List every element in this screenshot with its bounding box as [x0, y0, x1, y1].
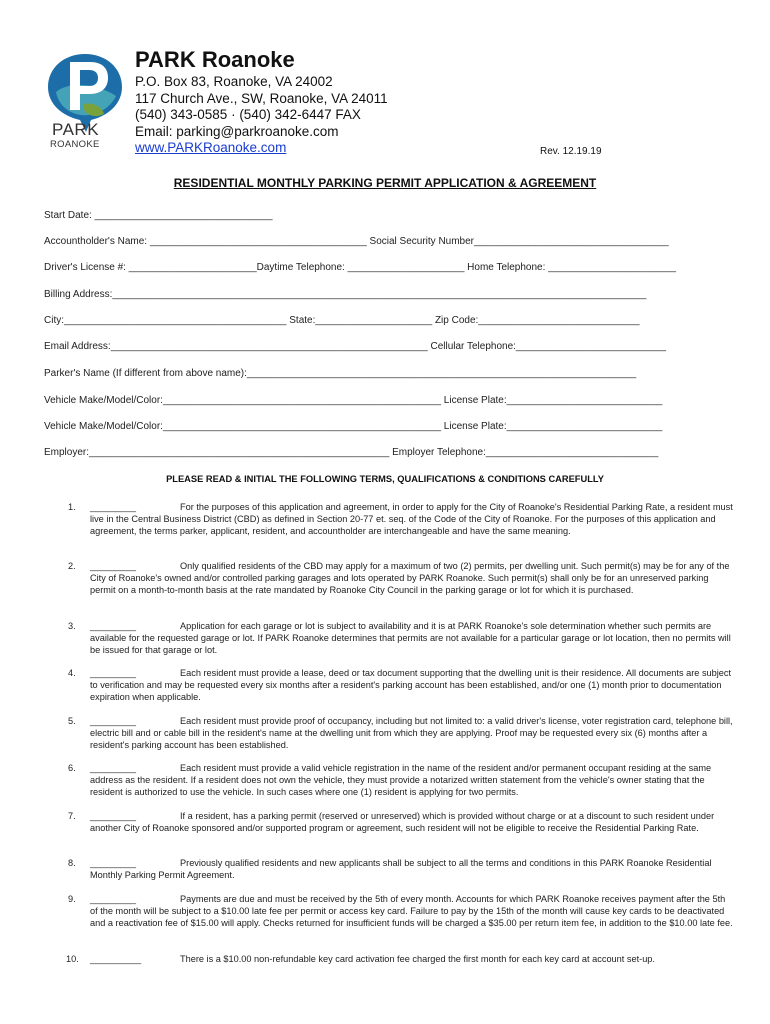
accountholder-name-field[interactable]: Accountholder's Name: _______________________________________ Social Security Number___________________________________ — [44, 236, 669, 247]
term-item — [44, 762, 734, 798]
term-text: Each resident must provide a lease, deed or tax document supporting that the dwelling unit is their residence. All documents are subject to verification and may be requested every six months after a resident's parking account has been established, and/or one (1) month prior to documentation expiration when applicable. — [90, 668, 732, 702]
term-number: 2. — [68, 561, 76, 571]
city-state-zip-field[interactable]: City:________________________________________ State:_____________________ Zip Code:_____________________________ — [44, 315, 640, 326]
term-item — [44, 560, 734, 596]
logo-text-park: PARK — [52, 120, 100, 139]
initial-blank[interactable]: _________ — [90, 561, 136, 571]
parker-name-field[interactable]: Parker's Name (If different from above name):______________________________________________________________________ — [44, 368, 637, 379]
term-item — [44, 953, 734, 965]
term-item — [44, 620, 734, 656]
term-item — [44, 715, 734, 751]
org-name: PARK Roanoke — [135, 47, 295, 72]
initial-blank[interactable]: _________ — [90, 858, 136, 868]
phone-fax-line: (540) 343-0585 · (540) 342-6447 FAX — [135, 107, 361, 122]
email-cellular-field[interactable]: Email Address:_________________________________________________________ Cellular Telephone:___________________________ — [44, 341, 667, 352]
billing-address-field[interactable]: Billing Address:________________________________________________________________________________________________ — [44, 289, 647, 300]
term-item — [44, 501, 734, 537]
initial-blank[interactable]: _________ — [90, 502, 136, 512]
initial-blank[interactable]: _________ — [90, 621, 136, 631]
term-text: Each resident must provide proof of occupancy, including but not limited to: a valid driver's license, voter registration card, telephone bill, electric bill and or cable bill in the resident's name at the dwelling unit from which they are applying. Proof may be requested every six (6) months after a resident's parking account has been established. — [90, 716, 733, 750]
term-number: 6. — [68, 763, 76, 773]
website-link[interactable]: www.PARKRoanoke.com — [135, 140, 287, 155]
term-text: Previously qualified residents and new applicants shall be subject to all the terms and conditions in this PARK Roanoke Residential Monthly Parking Permit Agreement. — [90, 858, 712, 880]
term-number: 3. — [68, 621, 76, 631]
document-title: RESIDENTIAL MONTHLY PARKING PERMIT APPLICATION & AGREEMENT — [173, 176, 597, 190]
address-line-1: P.O. Box 83, Roanoke, VA 24002 — [135, 74, 333, 89]
term-item — [44, 810, 734, 834]
term-text: Each resident must provide a valid vehicle registration in the name of the resident and/or permanent occupant residing at the same address as the resident. If a resident does not own the vehicle, they must provide a notarized written statement from the vehicle's owner stating that the resident is authorized to use the vehicle. In such cases where one (1) resident is applying for two permits. — [90, 763, 712, 797]
initial-blank[interactable]: _________ — [90, 716, 136, 726]
logo-text-roanoke: ROANOKE — [50, 139, 100, 150]
initial-blank[interactable]: _________ — [90, 763, 136, 773]
term-text: For the purposes of this application and agreement, in order to apply for the City of Roanoke's Residential Parking Rate, a resident must live in the Central Business District (CBD) as defined in Section 20-77 et. seq. of the Code of the City of Roanoke. For the purposes of this application and agreement, the terms parker, applicant, resident, and accountholder are interchangeable and have the same meaning. — [90, 502, 733, 536]
employer-field[interactable]: Employer:______________________________________________________ Employer Telephone:_______________________________ — [44, 447, 659, 458]
vehicle-2-field[interactable]: Vehicle Make/Model/Color:__________________________________________________ License Plate:____________________________ — [44, 421, 663, 432]
term-item — [44, 893, 734, 929]
term-text: Only qualified residents of the CBD may apply for a maximum of two (2) permits, per dwelling unit. Such permit(s) may be for any of the City of Roanoke's owned and/or controlled parking garages and lots operated by PARK Roanoke. Such permit(s) shall only be for an unreserved parking permit on a month-to-month basis at the rate mandated by Roanoke City Council in the parking garage or lot for which it is purchased. — [90, 561, 730, 595]
revision-date: Rev. 12.19.19 — [540, 146, 602, 157]
address-line-2: 117 Church Ave., SW, Roanoke, VA 24011 — [135, 91, 388, 106]
initial-blank[interactable]: _________ — [90, 811, 136, 821]
term-text: Application for each garage or lot is subject to availability and it is at PARK Roanoke's sole determination whether such permits are available for the requested garage or lot. If PARK Roanoke determines that permits are not available for a particular garage or lot location, then no permits will be issued for that garage or lot. — [90, 621, 731, 655]
term-number: 7. — [68, 811, 76, 821]
email-line: Email: parking@parkroanoke.com — [135, 124, 339, 139]
term-number: 5. — [68, 716, 76, 726]
term-number: 4. — [68, 668, 76, 678]
term-number: 1. — [68, 502, 76, 512]
initial-blank[interactable]: _________ — [90, 668, 136, 678]
term-text: Payments are due and must be received by the 5th of every month. Accounts for which PARK Roanoke receives payment after the 5th of the month will be subject to a $10.00 late fee per permit or access key card. Failure to pay by the 15th of the month will cause key cards to be deactivated and a reactivation fee of $15.00 will apply. Checks returned for insufficient funds will be charged a $35.00 per return item fee, in addition to the $10.00 late fee. — [90, 894, 733, 928]
drivers-license-field[interactable]: Driver's License #: _______________________Daytime Telephone: _____________________ Home Telephone: _______________________ — [44, 262, 677, 273]
start-date-field[interactable]: Start Date: ________________________________ — [44, 210, 273, 221]
terms-heading: PLEASE READ & INITIAL THE FOLLOWING TERMS, QUALIFICATIONS & CONDITIONS CAREFULLY — [166, 474, 604, 484]
initial-blank[interactable]: _________ — [90, 894, 136, 904]
term-number: 10. — [66, 954, 79, 964]
term-text: There is a $10.00 non-refundable key card activation fee charged the first month for each key card at account set-up. — [180, 954, 655, 964]
term-number: 9. — [68, 894, 76, 904]
term-number: 8. — [68, 858, 76, 868]
park-roanoke-logo — [46, 52, 124, 156]
term-item — [44, 667, 734, 703]
term-item — [44, 857, 734, 881]
vehicle-1-field[interactable]: Vehicle Make/Model/Color:__________________________________________________ License Plate:____________________________ — [44, 395, 663, 406]
initial-blank[interactable]: __________ — [90, 954, 142, 964]
term-text: If a resident, has a parking permit (reserved or unreserved) which is provided without charge or at a discount to such resident under another City of Roanoke sponsored and/or supported program or agreement, such resident will not be eligible to receive the Residential Parking Rate. — [90, 811, 715, 833]
